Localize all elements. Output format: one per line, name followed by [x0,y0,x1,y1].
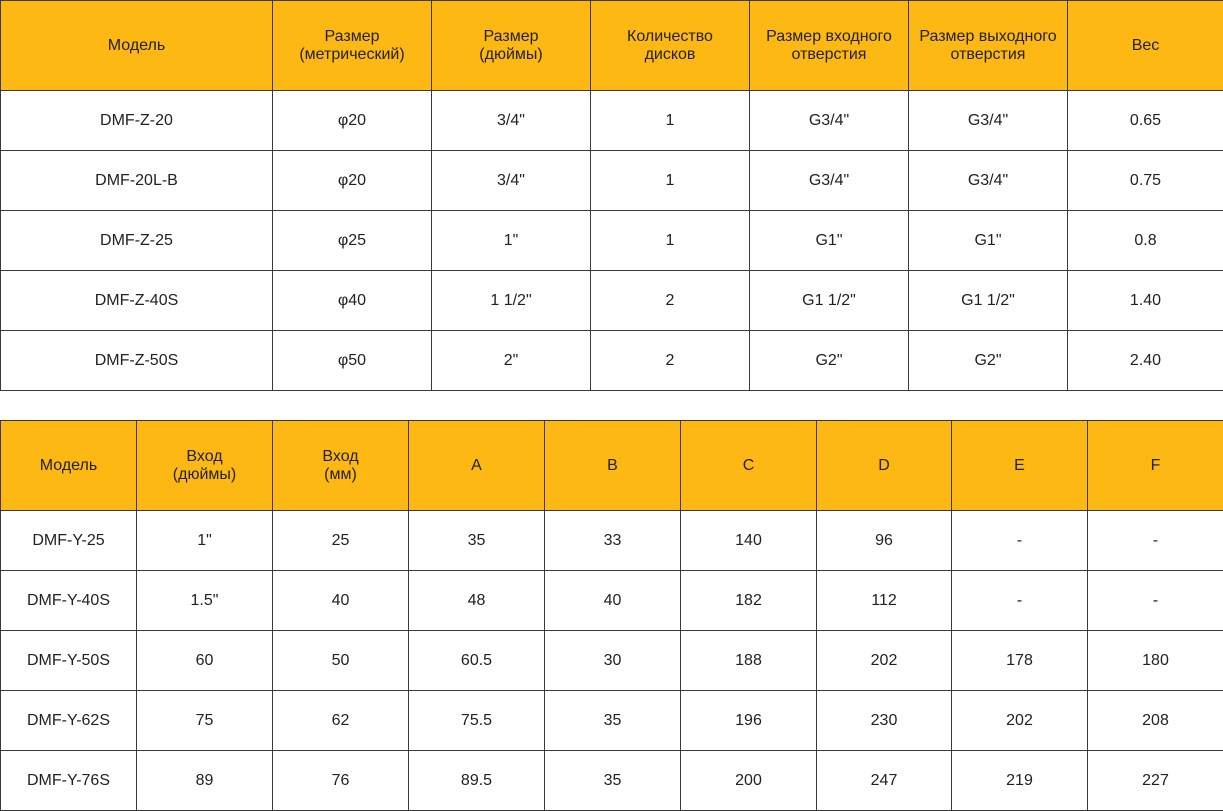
table-row [1,271,1223,331]
table-cell: DMF-Y-62S [1,691,137,751]
table-cell: 1 [591,151,750,211]
table-cell: 188 [681,631,817,691]
table-cell: 1 [591,211,750,271]
table-cell: 0.8 [1068,211,1223,271]
table-cell: 2 [591,271,750,331]
table-cell: G1" [909,211,1068,271]
table-row [1,91,1223,151]
table-cell: 89 [137,751,273,811]
header-cell: C [681,421,817,511]
table-cell: 75.5 [409,691,545,751]
table-cell: DMF-Y-50S [1,631,137,691]
table-cell: DMF-20L-B [1,151,273,211]
table-cell: 112 [817,571,952,631]
table-cell: DMF-Z-50S [1,331,273,391]
table-cell: 182 [681,571,817,631]
table-cell: - [952,511,1088,571]
header-cell: A [409,421,545,511]
table-row [1,331,1223,391]
table-cell: 25 [273,511,409,571]
header-cell: D [817,421,952,511]
table-cell: - [1088,511,1223,571]
header-cell: E [952,421,1088,511]
table-row [1,631,1223,691]
table-cell: 208 [1088,691,1223,751]
table-cell: G2" [909,331,1068,391]
table-row [1,151,1223,211]
dimension-spec-table [0,420,1223,811]
table-cell: G1 1/2" [909,271,1068,331]
table-cell: 1 [591,91,750,151]
table-cell: φ40 [273,271,432,331]
header-cell: F [1088,421,1223,511]
table-cell: 178 [952,631,1088,691]
table-cell: φ20 [273,151,432,211]
filter-spec-table [0,0,1223,391]
table-cell: 76 [273,751,409,811]
header-cell: B [545,421,681,511]
table-cell: 230 [817,691,952,751]
header-cell: Модель [1,1,273,91]
table-cell: 3/4" [432,151,591,211]
table-cell: 2" [432,331,591,391]
table-cell: 96 [817,511,952,571]
header-cell: Вход (мм) [273,421,409,511]
table-cell: φ50 [273,331,432,391]
table-row [1,211,1223,271]
table-cell: G1 1/2" [750,271,909,331]
table-cell: 1.40 [1068,271,1223,331]
table-cell: G3/4" [909,151,1068,211]
table-cell: DMF-Z-40S [1,271,273,331]
table-cell: 1 1/2" [432,271,591,331]
table-cell: - [1088,571,1223,631]
table-cell: G2" [750,331,909,391]
table-cell: G3/4" [909,91,1068,151]
table-cell: - [952,571,1088,631]
table-cell: 35 [545,751,681,811]
table-cell: DMF-Y-25 [1,511,137,571]
table-cell: 200 [681,751,817,811]
table-cell: 1" [137,511,273,571]
table-cell: 2 [591,331,750,391]
table-cell: 62 [273,691,409,751]
header-cell: Размер выходного отверстия [909,1,1068,91]
table-cell: 0.75 [1068,151,1223,211]
table-cell: 1" [432,211,591,271]
table-cell: 3/4" [432,91,591,151]
header-cell: Количество дисков [591,1,750,91]
table-cell: 40 [273,571,409,631]
table-row [1,511,1223,571]
table-cell: 35 [545,691,681,751]
table-cell: 35 [409,511,545,571]
table-row [1,691,1223,751]
header-cell: Размер (метрический) [273,1,432,91]
table-cell: 140 [681,511,817,571]
table-cell: 60.5 [409,631,545,691]
table-header-row [1,421,1223,511]
header-cell: Вес [1068,1,1223,91]
table-cell: DMF-Y-76S [1,751,137,811]
table-cell: 30 [545,631,681,691]
header-cell: Размер (дюймы) [432,1,591,91]
table-cell: 2.40 [1068,331,1223,391]
table-cell: 1.5" [137,571,273,631]
table-header-row [1,1,1223,91]
table-cell: DMF-Y-40S [1,571,137,631]
table-cell: φ20 [273,91,432,151]
table-cell: DMF-Z-25 [1,211,273,271]
table-cell: G1" [750,211,909,271]
table-cell: 89.5 [409,751,545,811]
header-cell: Размер входного отверстия [750,1,909,91]
table-cell: φ25 [273,211,432,271]
header-cell: Вход (дюймы) [137,421,273,511]
table-cell: G3/4" [750,151,909,211]
table-cell: 0.65 [1068,91,1223,151]
table-cell: 227 [1088,751,1223,811]
table-row [1,751,1223,811]
table-cell: 247 [817,751,952,811]
table-cell: 48 [409,571,545,631]
table-cell: 196 [681,691,817,751]
table-cell: 75 [137,691,273,751]
table-cell: 40 [545,571,681,631]
table-cell: 180 [1088,631,1223,691]
table-cell: DMF-Z-20 [1,91,273,151]
table-cell: 50 [273,631,409,691]
table-row [1,571,1223,631]
table-cell: G3/4" [750,91,909,151]
header-cell: Модель [1,421,137,511]
table-cell: 202 [952,691,1088,751]
table-cell: 219 [952,751,1088,811]
table-cell: 33 [545,511,681,571]
table-cell: 202 [817,631,952,691]
table-cell: 60 [137,631,273,691]
